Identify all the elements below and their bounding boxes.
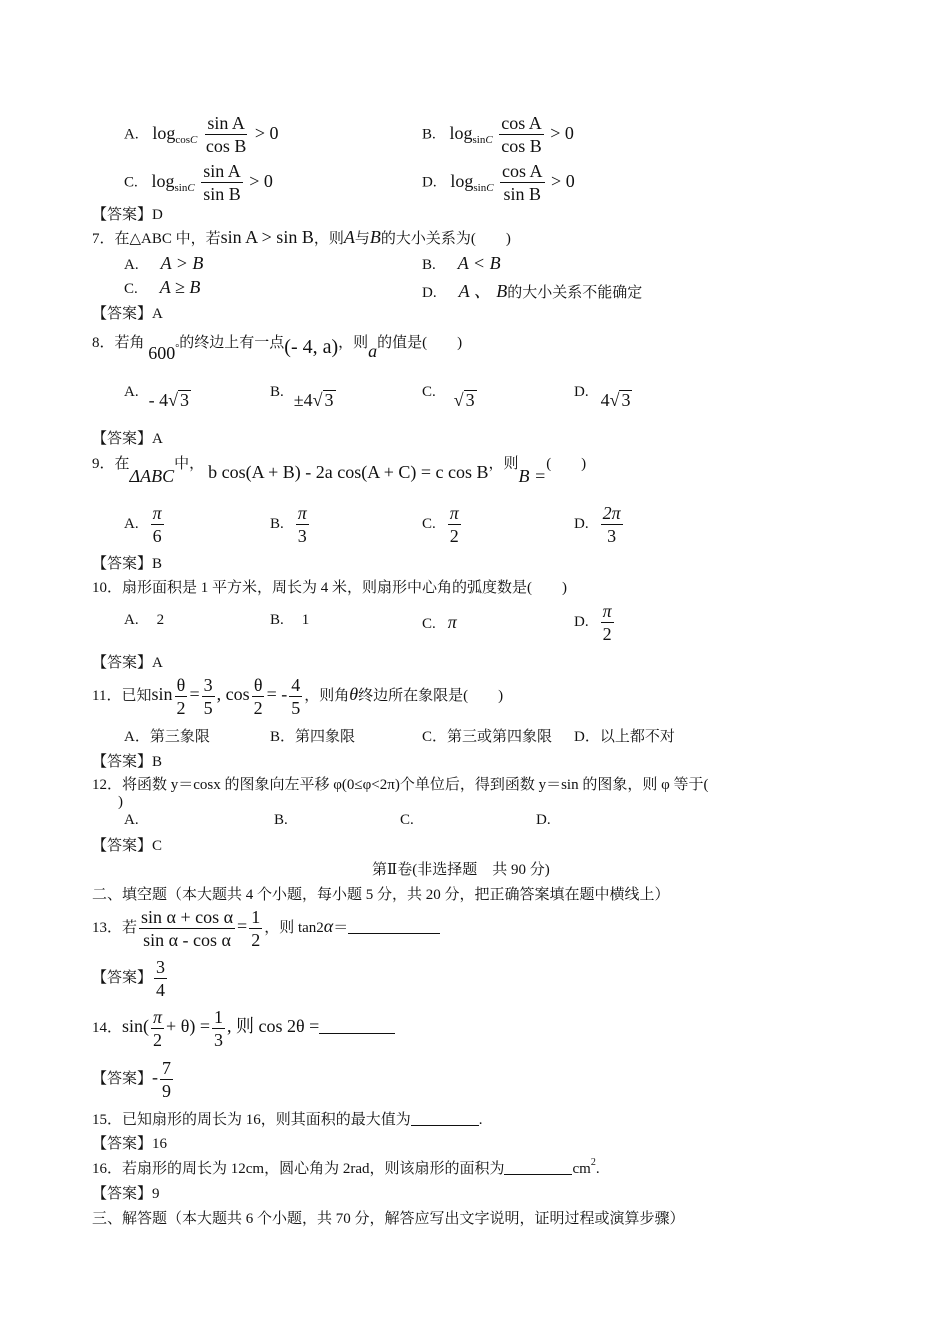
text: 16．若扇形的周长为 12cm，圆心角为 2rad，则该扇形的面积为 bbox=[92, 1161, 505, 1177]
option-label: A. bbox=[124, 257, 139, 273]
text: 8．若角 bbox=[92, 335, 145, 351]
denominator: 2 bbox=[253, 698, 263, 718]
inequality: > 0 bbox=[249, 170, 273, 191]
q6-answer: 【答案】D bbox=[92, 207, 163, 223]
unit: cm bbox=[572, 1161, 591, 1177]
coefficient: 4 bbox=[600, 390, 610, 410]
triangle: ΔABC bbox=[129, 466, 175, 486]
denominator: 2 bbox=[176, 698, 186, 718]
q9-answer: 【答案】B bbox=[92, 556, 163, 572]
option-label: A. bbox=[124, 612, 139, 628]
denominator: 3 bbox=[297, 526, 307, 546]
option-label: D. bbox=[422, 174, 437, 191]
text: 终边所在象限是( ) bbox=[358, 687, 504, 704]
math: sin( bbox=[122, 1015, 150, 1036]
text: ，则 bbox=[313, 231, 344, 247]
denominator: cos B bbox=[501, 136, 542, 156]
numerator: θ bbox=[253, 675, 263, 695]
text: 13．若 bbox=[92, 919, 138, 936]
q10-option-c bbox=[422, 612, 457, 633]
q8-option-d: D. 4√ 3 bbox=[574, 384, 631, 410]
angle bbox=[148, 343, 179, 363]
q8-option-a: A. - 4√ 3 bbox=[124, 384, 189, 410]
q10-option-d bbox=[574, 600, 616, 645]
text: 14． bbox=[92, 1019, 123, 1036]
math: A 、 B bbox=[458, 281, 508, 301]
denominator: sin B bbox=[503, 184, 542, 204]
q10-option-b bbox=[270, 612, 309, 629]
q6-option-d bbox=[422, 160, 575, 205]
fraction bbox=[201, 160, 243, 205]
math: + θ) = bbox=[166, 1015, 210, 1036]
q11-option-b: B．第四象限 bbox=[270, 729, 356, 745]
fraction bbox=[499, 112, 544, 157]
numerator: π bbox=[297, 503, 307, 523]
math: a bbox=[368, 341, 378, 361]
denominator: 5 bbox=[203, 698, 213, 718]
fraction bbox=[204, 112, 249, 157]
q11-stem bbox=[92, 674, 503, 719]
q7-option-a bbox=[124, 253, 203, 274]
q11-option-a: A．第三象限 bbox=[124, 729, 210, 745]
denominator: 9 bbox=[162, 1081, 172, 1101]
math: = bbox=[237, 915, 248, 936]
log-text: log bbox=[449, 122, 473, 143]
text: ，则角 bbox=[304, 687, 350, 704]
radicand: 3 bbox=[621, 390, 631, 410]
answer-label: 【答案】 bbox=[92, 1070, 153, 1087]
denominator: 3 bbox=[607, 526, 617, 546]
q14-answer bbox=[92, 1057, 175, 1102]
q11-option-d: D．以上都不对 bbox=[574, 729, 675, 745]
q16-stem bbox=[92, 1157, 600, 1178]
inequality: > 0 bbox=[254, 122, 279, 143]
option-label: B. bbox=[422, 257, 436, 273]
inequality: > 0 bbox=[551, 170, 575, 191]
numerator: π bbox=[152, 503, 162, 523]
math: θ bbox=[349, 683, 359, 704]
option-value: π bbox=[447, 612, 457, 632]
angle-value: 600 bbox=[148, 343, 176, 363]
numerator: sin α + cos α bbox=[141, 907, 234, 927]
degree-symbol: ° bbox=[175, 343, 180, 354]
log-base: sin bbox=[174, 181, 188, 194]
option-label: B. bbox=[422, 126, 436, 143]
numerator: 7 bbox=[162, 1058, 172, 1078]
q12-option-b: B. bbox=[274, 812, 288, 828]
numerator: π bbox=[449, 503, 459, 523]
text: ＝ bbox=[333, 919, 349, 936]
q7-stem bbox=[92, 227, 511, 248]
option-label: A. bbox=[124, 515, 139, 532]
coefficient: ±4 bbox=[293, 390, 313, 410]
math: = bbox=[189, 683, 200, 704]
q9-option-a bbox=[124, 502, 166, 547]
q9-option-c bbox=[422, 502, 463, 547]
text: 的值是( ) bbox=[377, 335, 463, 351]
numerator: π bbox=[153, 1007, 163, 1027]
text: ，则 bbox=[488, 456, 519, 472]
radicand: 3 bbox=[179, 390, 189, 410]
q14-stem bbox=[92, 1006, 395, 1051]
text: ，则 bbox=[338, 335, 369, 351]
q10-stem: 10．扇形面积是 1 平方米，周长为 4 米，则扇形中心角的弧度数是( ) bbox=[92, 580, 567, 596]
q9-option-b bbox=[270, 502, 311, 547]
math: sin A > sin B bbox=[220, 227, 314, 247]
option-value: 1 bbox=[301, 612, 310, 628]
denominator: 2 bbox=[449, 526, 459, 546]
denominator: 2 bbox=[251, 930, 261, 950]
text: 中， bbox=[174, 456, 205, 472]
numerator: 3 bbox=[156, 957, 166, 977]
math: , cos bbox=[216, 683, 250, 704]
denominator: 2 bbox=[602, 624, 612, 644]
q8-stem bbox=[92, 330, 463, 363]
log-expression bbox=[152, 113, 279, 156]
q16-answer: 【答案】9 bbox=[92, 1186, 160, 1202]
q7-answer: 【答案】A bbox=[92, 306, 163, 322]
option-label: D. bbox=[574, 613, 589, 630]
log-text: log bbox=[450, 170, 474, 191]
answer-label: 【答案】 bbox=[92, 969, 153, 986]
text: 的终边上有一点 bbox=[179, 335, 285, 351]
log-base-var: C bbox=[486, 181, 494, 194]
option-label: A. bbox=[124, 126, 139, 143]
q12-option-d: D. bbox=[536, 812, 551, 828]
log-base-var: C bbox=[190, 133, 198, 146]
denominator: 2 bbox=[153, 1030, 163, 1050]
part3-section-heading: 三、解答题（本大题共 6 个小题，共 70 分，解答应写出文字说明，证明过程或演算步骤） bbox=[92, 1211, 685, 1227]
text: . bbox=[595, 1161, 600, 1177]
denominator: cos B bbox=[205, 136, 247, 156]
math: A bbox=[343, 227, 355, 247]
q7-option-b bbox=[422, 253, 501, 274]
log-base: cos bbox=[175, 133, 191, 146]
option-label: B. bbox=[270, 612, 284, 628]
log-expression bbox=[151, 161, 273, 204]
math: , 则 cos 2θ = bbox=[226, 1015, 320, 1036]
q15-stem bbox=[92, 1108, 483, 1129]
text: 9．在 bbox=[92, 456, 130, 472]
text: 11．已知 bbox=[92, 687, 152, 704]
q8-answer: 【答案】A bbox=[92, 431, 163, 447]
option-label: D. bbox=[574, 384, 589, 400]
q13-stem bbox=[92, 906, 440, 951]
text: ( ) bbox=[546, 456, 587, 472]
q8-option-c: C. √ 3 bbox=[422, 384, 475, 410]
math: = - bbox=[266, 683, 288, 704]
q10-answer: 【答案】A bbox=[92, 655, 163, 671]
log-base-var: C bbox=[187, 181, 195, 194]
numerator: cos A bbox=[501, 113, 542, 133]
numerator: π bbox=[602, 601, 612, 621]
text: 15．已知扇形的周长为 16，则其面积的最大值为 bbox=[92, 1112, 411, 1128]
q7-option-c bbox=[124, 277, 200, 298]
point: (- 4, a) bbox=[284, 336, 339, 358]
text: 7．在△ABC 中，若 bbox=[92, 231, 221, 247]
q10-option-a bbox=[124, 612, 164, 629]
coefficient: - 4 bbox=[148, 390, 169, 410]
math: α bbox=[323, 915, 334, 936]
log-base: sin bbox=[473, 181, 487, 194]
math: A < B bbox=[457, 253, 501, 273]
part2-section-heading: 二、填空题（本大题共 4 个小题，每小题 5 分，共 20 分，把正确答案填在题中横线上） bbox=[92, 887, 670, 903]
q12-answer: 【答案】C bbox=[92, 838, 163, 854]
log-expression bbox=[450, 161, 575, 204]
answer-blank[interactable] bbox=[319, 1019, 395, 1034]
log-expression bbox=[449, 113, 574, 156]
option-label: C. bbox=[422, 384, 436, 400]
inequality: > 0 bbox=[550, 122, 574, 143]
math: A > B bbox=[160, 253, 204, 273]
q9-stem bbox=[92, 452, 587, 486]
numerator: sin A bbox=[207, 113, 245, 133]
text: 的大小关系不能确定 bbox=[507, 285, 643, 301]
denominator: 6 bbox=[152, 526, 162, 546]
denominator: sin α - cos α bbox=[143, 930, 231, 950]
text: 的大小关系为( ) bbox=[380, 231, 511, 247]
q11-option-c: C．第三或第四象限 bbox=[422, 729, 553, 745]
denominator: 4 bbox=[156, 980, 166, 1000]
answer-blank[interactable] bbox=[504, 1160, 572, 1175]
math: B bbox=[369, 227, 381, 247]
text: ，则 tan2 bbox=[264, 919, 324, 936]
q12-option-c: C. bbox=[400, 812, 414, 828]
option-label: C. bbox=[422, 616, 436, 632]
q6-option-c bbox=[124, 160, 273, 205]
numerator: 4 bbox=[291, 675, 301, 695]
log-base-var: C bbox=[485, 133, 493, 146]
text: 与 bbox=[354, 231, 370, 247]
denominator: sin B bbox=[203, 184, 241, 204]
q6-option-b bbox=[422, 112, 574, 157]
option-label: D. bbox=[574, 515, 589, 532]
unit-exponent: 2 bbox=[590, 1157, 596, 1168]
q9-option-d bbox=[574, 502, 625, 547]
answer-blank[interactable] bbox=[348, 919, 440, 934]
radicand: 3 bbox=[324, 390, 334, 410]
text: . bbox=[478, 1112, 483, 1128]
part2-title: 第Ⅱ卷(非选择题 共 90 分) bbox=[372, 862, 550, 878]
q13-answer bbox=[92, 956, 169, 1001]
radicand: 3 bbox=[465, 390, 475, 410]
log-base: sin bbox=[472, 133, 486, 146]
q12-option-a: A. bbox=[124, 812, 139, 828]
q11-answer: 【答案】B bbox=[92, 754, 163, 770]
numerator: 1 bbox=[213, 1007, 223, 1027]
option-label: C. bbox=[422, 515, 436, 532]
math: sin bbox=[151, 683, 173, 704]
numerator: 2π bbox=[602, 503, 621, 523]
denominator: 3 bbox=[213, 1030, 223, 1050]
fraction bbox=[500, 160, 545, 205]
q15-answer: 【答案】16 bbox=[92, 1136, 168, 1152]
option-label: B. bbox=[270, 384, 284, 400]
q6-option-a bbox=[124, 112, 279, 157]
numerator: sin A bbox=[203, 161, 241, 181]
numerator: cos A bbox=[502, 161, 543, 181]
q12-stem-end: ) bbox=[118, 794, 123, 810]
option-value: 2 bbox=[156, 612, 165, 628]
option-label: C. bbox=[124, 174, 138, 191]
math: A ≥ B bbox=[159, 277, 201, 297]
sign: - bbox=[152, 1066, 159, 1087]
math: B = bbox=[518, 466, 547, 486]
denominator: 5 bbox=[291, 698, 301, 718]
option-label: D. bbox=[422, 285, 437, 301]
equation: b cos(A + B) - 2a cos(A + C) = c cos B bbox=[208, 462, 489, 482]
numerator: θ bbox=[176, 675, 186, 695]
log-text: log bbox=[152, 122, 176, 143]
answer-blank[interactable] bbox=[411, 1111, 479, 1126]
option-label: A. bbox=[124, 384, 139, 400]
option-label: C. bbox=[124, 281, 138, 297]
q7-option-d bbox=[422, 277, 642, 303]
q8-option-b: B. ±4√ 3 bbox=[270, 384, 334, 410]
q12-stem: 12．将函数 y＝cosx 的图象向左平移 φ(0≤φ<2π)个单位后，得到函数 y＝sin 的图象，则 φ 等于( bbox=[92, 777, 709, 793]
option-label: B. bbox=[270, 515, 284, 532]
log-text: log bbox=[151, 170, 175, 191]
numerator: 3 bbox=[203, 675, 213, 695]
numerator: 1 bbox=[251, 907, 261, 927]
